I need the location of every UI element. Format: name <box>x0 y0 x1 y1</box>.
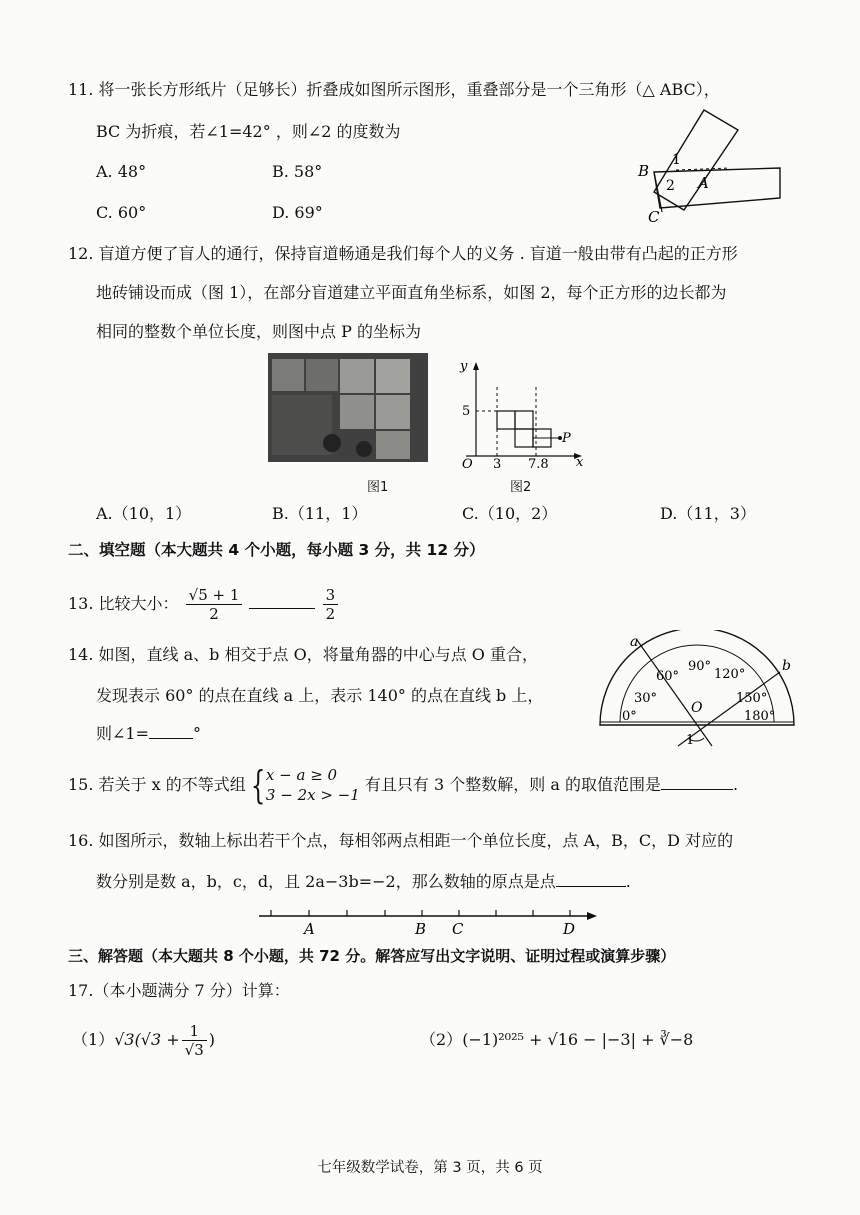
q14-protractor-figure <box>590 630 805 748</box>
q16-answer-blank[interactable] <box>556 886 626 887</box>
q12-option-a: A.（10，1） <box>96 504 192 523</box>
q15-line: 15. 若关于 x 的不等式组 { x − a ≥ 0 3 − 2x > −1 有且只有 3 个整数解，则 a 的取值范围是 . <box>68 763 739 808</box>
section2-title: 二、填空题（本大题共 4 个小题，每小题 3 分，共 12 分） <box>68 541 485 559</box>
q14-line3: 则∠1= ° <box>96 724 201 743</box>
folded-strip <box>654 110 738 210</box>
deg-0: 0° <box>622 709 637 724</box>
q14-answer-blank[interactable] <box>149 738 193 739</box>
deg-180: 180° <box>744 709 776 724</box>
q14-line2: 发现表示 60° 的点在直线 a 上，表示 140° 的点在直线 b 上， <box>96 686 544 705</box>
q12-coordinate-figure <box>456 356 590 468</box>
deg-90: 90° <box>688 659 712 674</box>
q12-option-d: D.（11，3） <box>660 504 756 523</box>
label-b: b <box>782 658 791 674</box>
page-footer: 七年级数学试卷，第 3 页，共 6 页 <box>317 1160 543 1176</box>
q12-line3: 相同的整数个单位长度，则图中点 P 的坐标为 <box>96 322 421 341</box>
origin-label: O <box>462 457 473 468</box>
x-label: x <box>576 455 584 468</box>
tactile-paving-photo <box>268 353 428 462</box>
label-angle2: 2 <box>666 178 675 194</box>
q11-line1: 11. 将一张长方形纸片（足够长）折叠成如图所示图形，重叠部分是一个三角形（△ ABC）， <box>68 80 720 99</box>
q13-fraction-2: $\frac{3}{2}$ <box>323 586 339 623</box>
q11-option-c: C. 60° <box>96 203 147 222</box>
label-a: A <box>698 174 709 192</box>
label-c: C <box>648 208 660 225</box>
label-angle1: 1 <box>672 152 681 168</box>
q16-line2: 数分别是数 a，b，c，d，且 2a−3b=−2，那么数轴的原点是点 . <box>96 872 631 891</box>
fig1-caption: 图1 <box>367 480 389 495</box>
q15-suffix: 有且只有 3 个整数解，则 a 的取值范围是 <box>364 774 661 794</box>
deg-150: 150° <box>736 691 768 706</box>
tick-5: 5 <box>462 404 471 419</box>
q15-inequality-system: x − a ≥ 0 3 − 2x > −1 <box>265 766 360 805</box>
q11-option-b: B. 58° <box>272 162 323 181</box>
q12-line2: 地砖铺设而成（图 1），在部分盲道建立平面直角坐标系，如图 2，每个正方形的边长都为 <box>96 283 727 302</box>
deg-120: 120° <box>714 667 746 682</box>
label-1: 1 <box>686 733 695 748</box>
point-b: B <box>415 920 427 938</box>
tick-3: 3 <box>493 457 502 468</box>
tick-7-8: 7.8 <box>528 457 549 468</box>
q15-answer-blank[interactable] <box>661 789 733 790</box>
q12-option-c: C.（10，2） <box>462 504 558 523</box>
q16-line1: 16. 如图所示，数轴上标出若干个点，每相邻两点相距一个单位长度，点 A，B，C，D 对应的 <box>68 831 734 850</box>
q17-part1: （1）√3(√3 + $\frac{1}{√3}$ ) <box>72 1022 216 1059</box>
q13-fraction-1: $\frac{√5 + 1}{2}$ <box>186 586 243 623</box>
p-label: P <box>562 431 571 446</box>
q17-title: 17.（本小题满分 7 分）计算： <box>68 981 290 1000</box>
q11-line2: BC 为折痕，若∠1=42° ，则∠2 的度数为 <box>96 122 401 141</box>
q16-number-line <box>255 904 600 938</box>
deg-30: 30° <box>634 691 658 706</box>
q11-fold-figure <box>630 100 790 225</box>
q17-part2: （2）(−1)²⁰²⁵ + √16 − |−3| + ∛−8 <box>420 1030 694 1049</box>
point-c: C <box>452 920 464 938</box>
q13-prefix: 13. 比较大小： <box>68 594 179 613</box>
q15-prefix: 15. 若关于 x 的不等式组 <box>68 774 246 794</box>
q11-option-d: D. 69° <box>272 203 323 222</box>
q14-line1: 14. 如图，直线 a、b 相交于点 O，将量角器的中心与点 O 重合， <box>68 645 538 664</box>
section3-title: 三、解答题（本大题共 8 个小题，共 72 分。解答应写出文字说明、证明过程或演算步骤） <box>68 947 676 965</box>
q11-option-a: A. 48° <box>96 162 147 181</box>
point-a: A <box>304 920 315 938</box>
label-b: B <box>638 162 650 180</box>
q13-line <box>68 586 340 623</box>
deg-60: 60° <box>656 669 680 684</box>
point-d: D <box>563 920 576 938</box>
q12-line1: 12. 盲道方便了盲人的通行，保持盲道畅通是我们每个人的义务 . 盲道一般由带有凸起的正方形 <box>68 244 738 263</box>
label-o: O <box>691 700 703 716</box>
q13-answer-blank[interactable] <box>249 608 315 609</box>
q12-option-b: B.（11，1） <box>272 504 368 523</box>
fig2-caption: 图2 <box>510 480 532 495</box>
label-a: a <box>630 634 639 650</box>
y-label: y <box>460 359 468 374</box>
